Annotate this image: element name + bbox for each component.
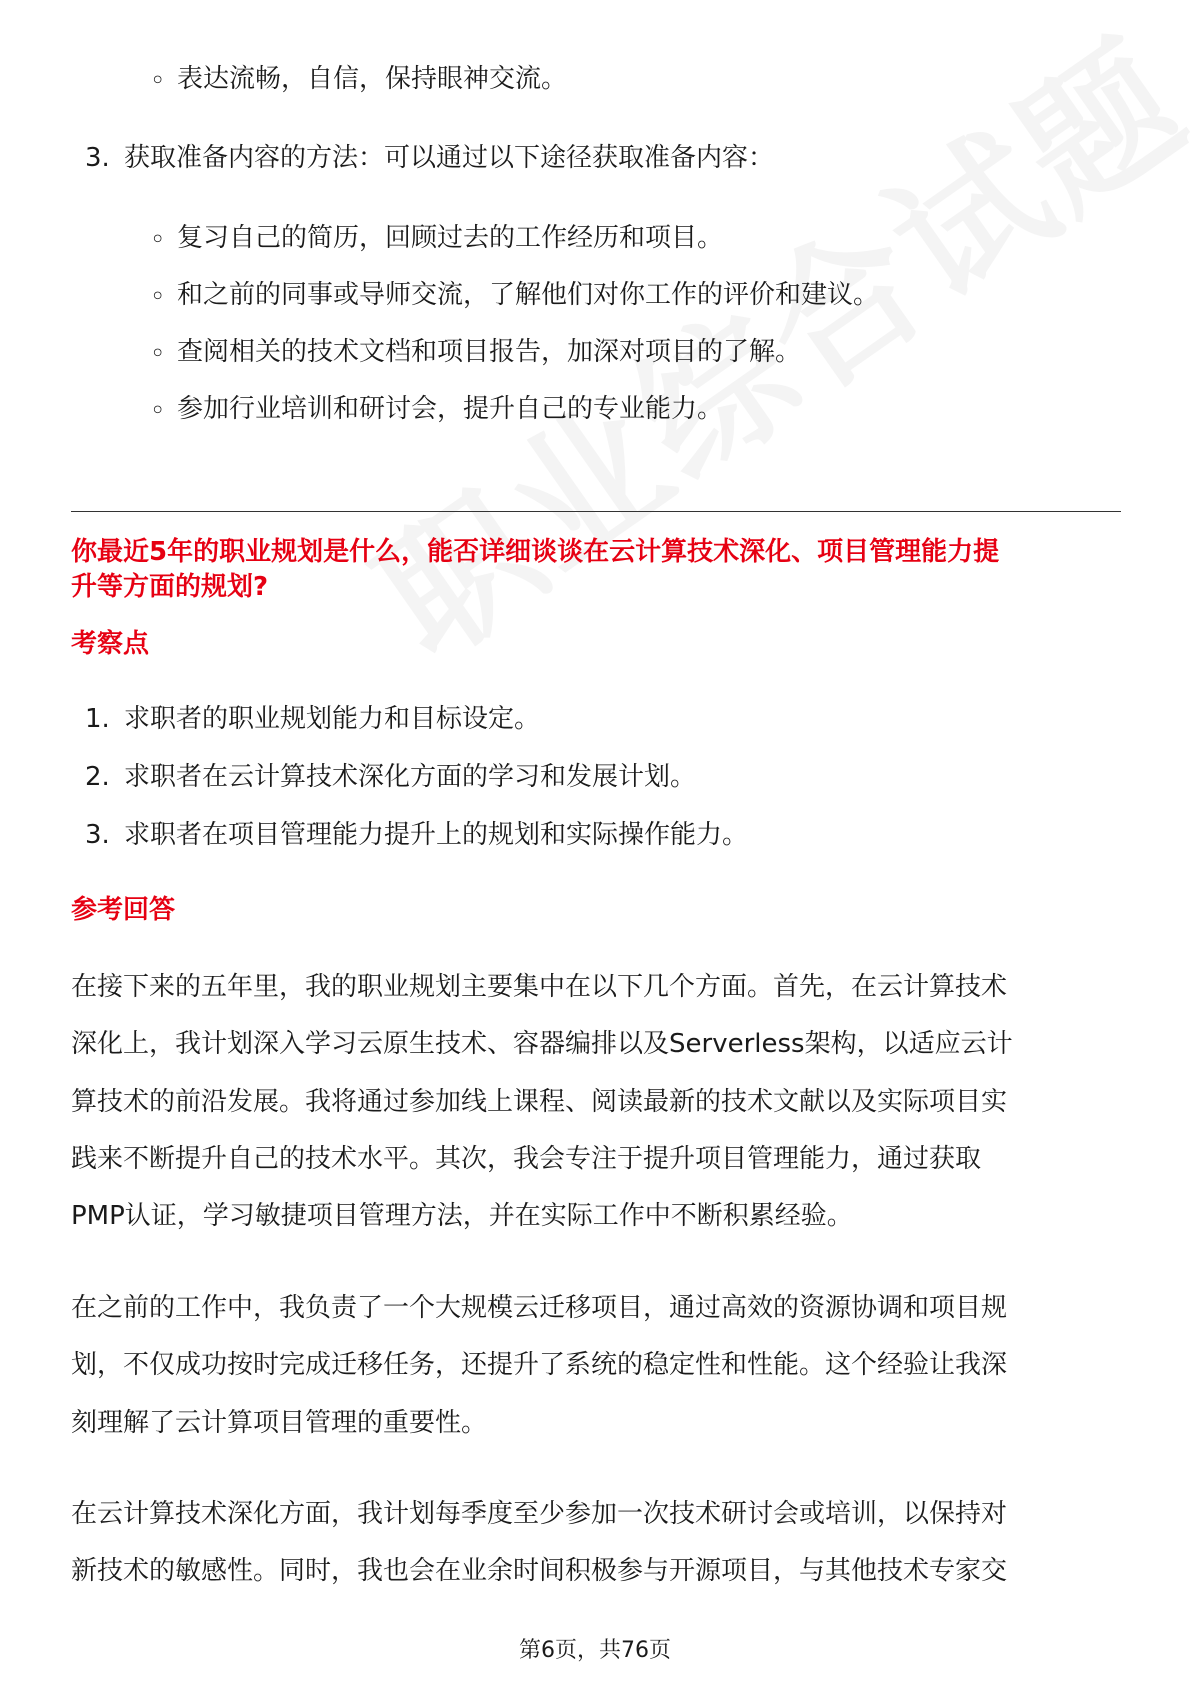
exam-points-heading: 考察点 <box>71 629 150 659</box>
list-item: 获取准备内容的方法：可以通过以下途径获取准备内容： <box>124 143 775 173</box>
answer-paragraph-line: PMP认证，学习敏捷项目管理方法，并在实际工作中不断积累经验。 <box>71 1201 853 1231</box>
list-number: 3. <box>85 820 110 850</box>
bullet-marker: ◦ <box>150 66 166 96</box>
bullet-marker: ◦ <box>150 396 166 426</box>
question-title: 你最近5年的职业规划是什么，能否详细谈谈在云计算技术深化、项目管理能力提 <box>71 537 1000 567</box>
bullet-marker: ◦ <box>150 282 166 312</box>
list-item: 求职者在云计算技术深化方面的学习和发展计划。 <box>124 762 697 792</box>
bullet-marker: ◦ <box>150 225 166 255</box>
list-item: 参加行业培训和研讨会，提升自己的专业能力。 <box>177 394 724 424</box>
answer-paragraph-line: 在之前的工作中，我负责了一个大规模云迁移项目，通过高效的资源协调和项目规 <box>71 1293 1008 1323</box>
answer-paragraph-line: 深化上，我计划深入学习云原生技术、容器编排以及Serverless架构，以适应云计 <box>71 1029 1013 1059</box>
list-number: 1. <box>85 704 110 734</box>
answer-paragraph-line: 在接下来的五年里，我的职业规划主要集中在以下几个方面。首先，在云计算技术 <box>71 972 1008 1002</box>
page-number: 第6页，共76页 <box>519 1638 671 1663</box>
list-item: 表达流畅，自信，保持眼神交流。 <box>177 64 568 94</box>
list-item: 复习自己的简历，回顾过去的工作经历和项目。 <box>177 223 724 253</box>
answer-heading: 参考回答 <box>71 895 176 925</box>
bullet-marker: ◦ <box>150 339 166 369</box>
answer-paragraph-line: 在云计算技术深化方面，我计划每季度至少参加一次技术研讨会或培训，以保持对 <box>71 1499 1008 1529</box>
answer-paragraph-line: 践来不断提升自己的技术水平。其次，我会专注于提升项目管理能力，通过获取 <box>71 1144 982 1174</box>
answer-paragraph-line: 划，不仅成功按时完成迁移任务，还提升了系统的稳定性和性能。这个经验让我深 <box>71 1350 1008 1380</box>
list-item: 查阅相关的技术文档和项目报告，加深对项目的了解。 <box>177 337 802 367</box>
question-title-cont: 升等方面的规划? <box>71 572 269 602</box>
list-number: 2. <box>85 762 110 792</box>
answer-paragraph-line: 算技术的前沿发展。我将通过参加线上课程、阅读最新的技术文献以及实际项目实 <box>71 1087 1008 1117</box>
list-item: 和之前的同事或导师交流，了解他们对你工作的评价和建议。 <box>177 280 880 310</box>
answer-paragraph-line: 刻理解了云计算项目管理的重要性。 <box>71 1408 488 1438</box>
section-divider <box>71 511 1121 512</box>
list-item: 求职者在项目管理能力提升上的规划和实际操作能力。 <box>124 820 749 850</box>
list-item: 求职者的职业规划能力和目标设定。 <box>124 704 541 734</box>
list-number: 3. <box>85 143 110 173</box>
answer-paragraph-line: 新技术的敏感性。同时，我也会在业余时间积极参与开源项目，与其他技术专家交 <box>71 1556 1008 1586</box>
